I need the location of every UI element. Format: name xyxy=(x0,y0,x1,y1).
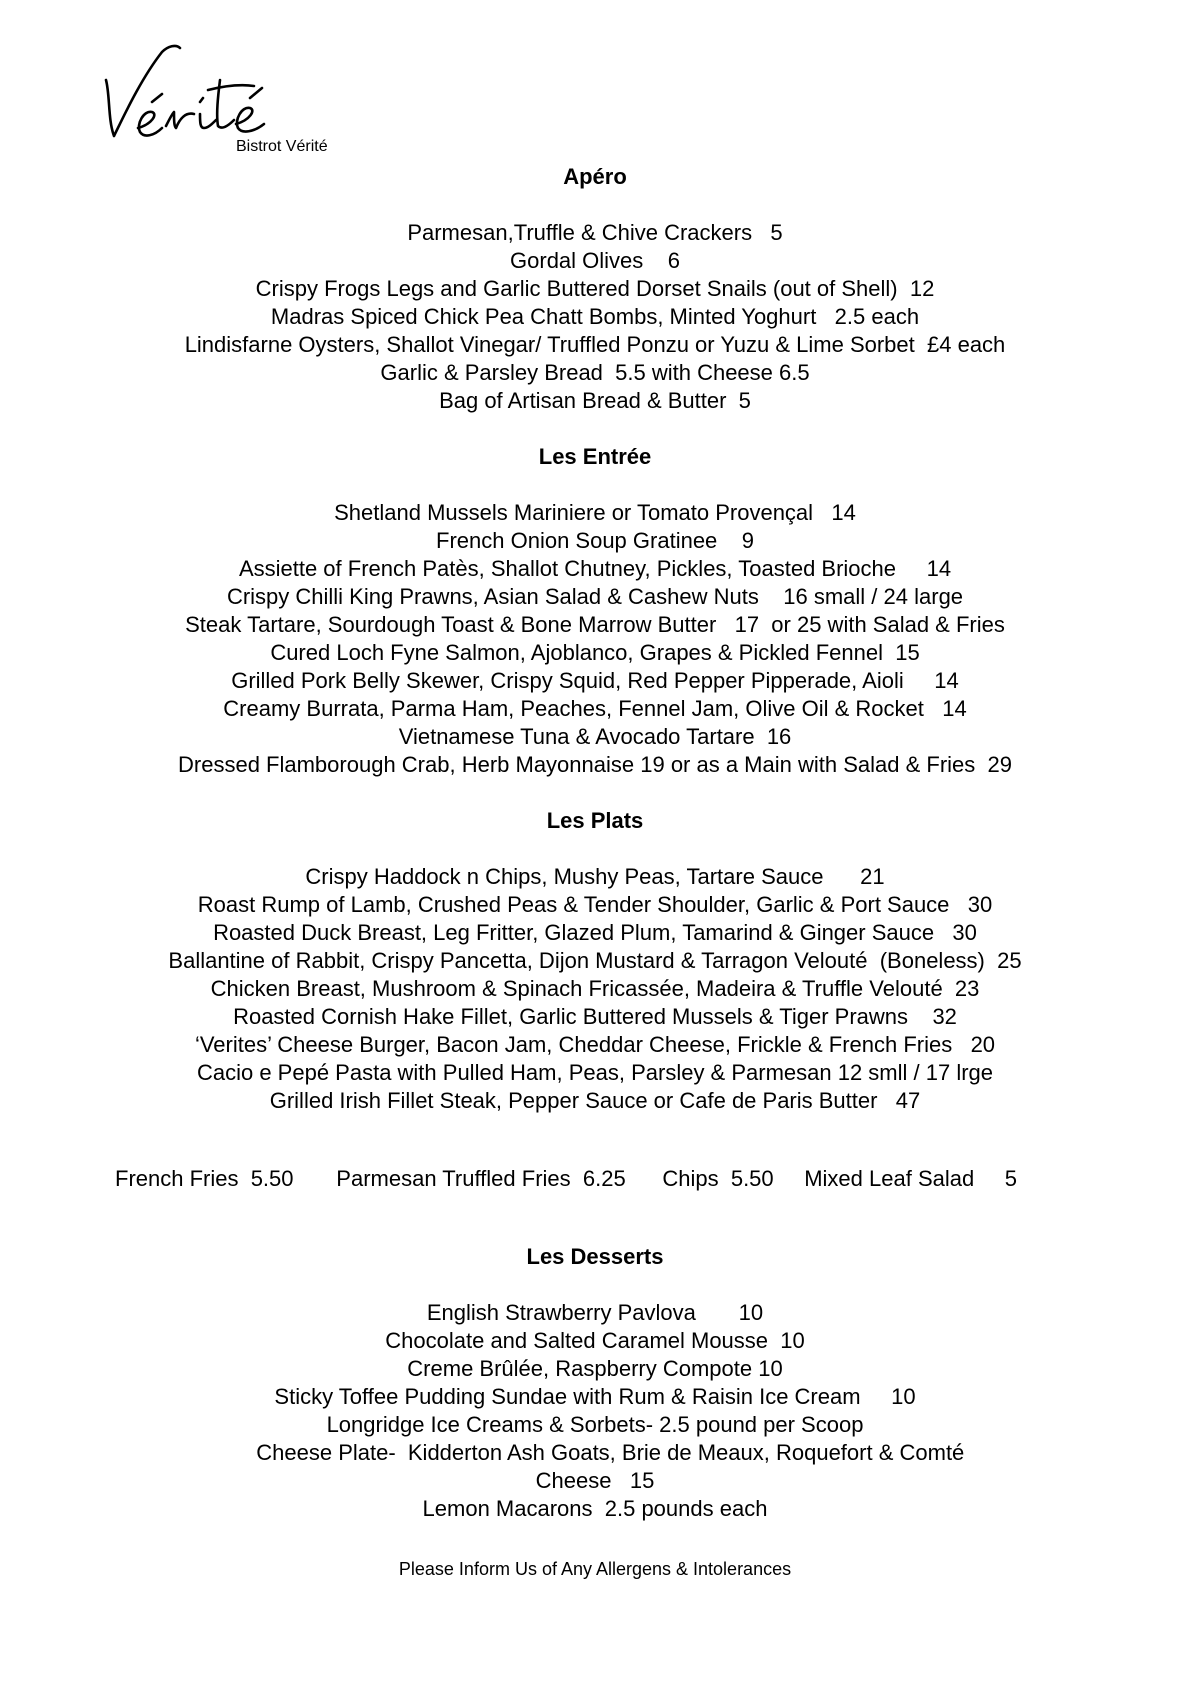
menu-item: French Onion Soup Gratinee 9 xyxy=(436,528,754,553)
section-desserts xyxy=(0,1243,1190,1523)
menu-item: Vietnamese Tuna & Avocado Tartare 16 xyxy=(398,724,792,749)
menu-item: ‘Verites’ Cheese Burger, Bacon Jam, Cheddar Cheese, Frickle & French Fries 20 xyxy=(194,1032,996,1057)
menu-item: English Strawberry Pavlova 10 xyxy=(426,1300,764,1325)
menu-item: Dressed Flamborough Crab, Herb Mayonnaise 19 or as a Main with Salad & Fries 29 xyxy=(178,752,1012,777)
menu-item: Grilled Irish Fillet Steak, Pepper Sauce or Cafe de Paris Butter 47 xyxy=(269,1088,921,1113)
menu-item: Crispy Haddock n Chips, Mushy Peas, Tartare Sauce 21 xyxy=(305,864,885,889)
allergen-notice: Please Inform Us of Any Allergens & Intolerances xyxy=(398,1559,792,1579)
menu-item: Cheese Plate- Kidderton Ash Goats, Brie de Meaux, Roquefort & Comté xyxy=(225,1440,965,1465)
menu-item: Madras Spiced Chick Pea Chatt Bombs, Minted Yoghurt 2.5 each xyxy=(270,304,920,329)
menu-item: Roasted Duck Breast, Leg Fritter, Glazed Plum, Tamarind & Ginger Sauce 30 xyxy=(213,920,977,945)
sides-line: French Fries 5.50 Parmesan Truffled Fries 6.25 Chips 5.50 Mixed Leaf Salad 5 xyxy=(115,1166,1018,1191)
menu-item: Chicken Breast, Mushroom & Spinach Fricassée, Madeira & Truffle Velouté 23 xyxy=(210,976,980,1001)
logo xyxy=(100,40,360,170)
menu-item: Grilled Pork Belly Skewer, Crispy Squid, Red Pepper Pipperade, Aioli 14 xyxy=(231,668,959,693)
menu-item: Cacio e Pepé Pasta with Pulled Ham, Peas, Parsley & Parmesan 12 smll / 17 lrge xyxy=(196,1060,994,1085)
menu-item: Crispy Chilli King Prawns, Asian Salad & Cashew Nuts 16 small / 24 large xyxy=(226,584,964,609)
logo-script-text xyxy=(70,10,71,11)
menu-item: Sticky Toffee Pudding Sundae with Rum & Raisin Ice Cream 10 xyxy=(274,1384,916,1409)
menu-item: Lindisfarne Oysters, Shallot Vinegar/ Truffled Ponzu or Yuzu & Lime Sorbet £4 each xyxy=(184,332,1006,357)
menu-item: Cured Loch Fyne Salmon, Ajoblanco, Grapes & Pickled Fennel 15 xyxy=(270,640,920,665)
section-title: Les Desserts xyxy=(526,1244,664,1269)
section-title: Les Entrée xyxy=(538,444,652,469)
menu-item: Shetland Mussels Mariniere or Tomato Provençal 14 xyxy=(334,500,856,525)
menu-item: Crispy Frogs Legs and Garlic Buttered Dorset Snails (out of Shell) 12 xyxy=(255,276,935,301)
menu-item: Bag of Artisan Bread & Butter 5 xyxy=(439,388,751,413)
section-entree xyxy=(0,443,1190,779)
menu-item: Parmesan,Truffle & Chive Crackers 5 xyxy=(407,220,783,245)
menu-item: Ballantine of Rabbit, Crispy Pancetta, Dijon Mustard & Tarragon Velouté (Boneless) 25 xyxy=(168,948,1022,973)
menu-item: Roast Rump of Lamb, Crushed Peas & Tender Shoulder, Garlic & Port Sauce 30 xyxy=(197,892,993,917)
section-title: Les Plats xyxy=(546,808,644,833)
section-apero xyxy=(0,163,1190,415)
logo-signature xyxy=(100,40,340,150)
menu xyxy=(0,163,1190,1601)
menu-item: Garlic & Parsley Bread 5.5 with Cheese 6.5 xyxy=(380,360,810,385)
menu-item: Cheese 15 xyxy=(535,1468,655,1493)
menu-item: Steak Tartare, Sourdough Toast & Bone Marrow Butter 17 or 25 with Salad & Fries xyxy=(185,612,1005,637)
menu-item: Chocolate and Salted Caramel Mousse 10 xyxy=(385,1328,805,1353)
section-title: Apéro xyxy=(563,164,627,189)
menu-item: Gordal Olives 6 xyxy=(510,248,680,273)
menu-item: Longridge Ice Creams & Sorbets- 2.5 pound per Scoop xyxy=(326,1412,864,1437)
menu-item: Creme Brûlée, Raspberry Compote 10 xyxy=(407,1356,783,1381)
section-plats xyxy=(0,807,1190,1115)
menu-item: Assiette of French Patès, Shallot Chutney, Pickles, Toasted Brioche 14 xyxy=(238,556,952,581)
menu-item: Creamy Burrata, Parma Ham, Peaches, Fennel Jam, Olive Oil & Rocket 14 xyxy=(223,696,967,721)
logo-subtitle: Bistrot Vérité xyxy=(236,138,328,155)
menu-item: Roasted Cornish Hake Fillet, Garlic Buttered Mussels & Tiger Prawns 32 xyxy=(233,1004,957,1029)
menu-item: Lemon Macarons 2.5 pounds each xyxy=(422,1496,768,1521)
